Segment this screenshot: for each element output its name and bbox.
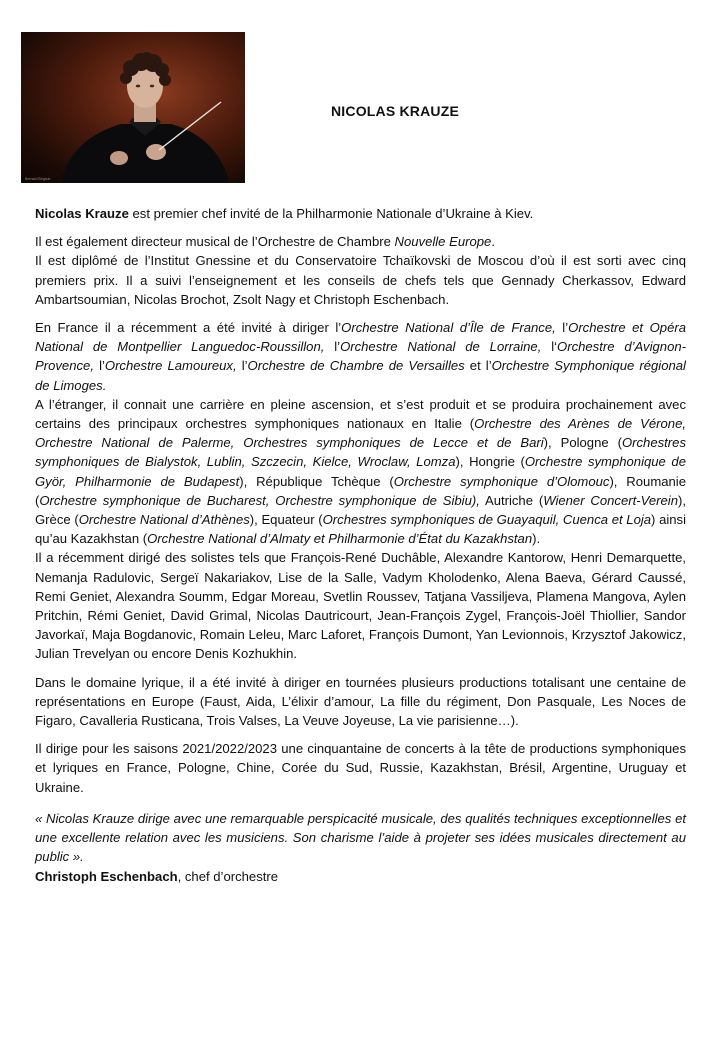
conductor-portrait xyxy=(21,32,245,183)
signature-role: , chef d’orchestre xyxy=(177,868,279,884)
conductor-name: Nicolas Krauze xyxy=(35,206,129,221)
signature-name: Christoph Eschenbach xyxy=(35,868,178,884)
bio-paragraph-2b: Il est diplômé de l’Institut Gnessine et du Conservatoire Tchaïkovski de Moscou d’où il est sorti avec cinq premiers prix. Il a suivi l’enseignement et les conseils de chefs tels que Gennady Cherkassov, Edward Ambartsoumian, Nicolas Brochot, Zsolt Nagy et Christoph Eschenbach. xyxy=(35,253,686,307)
portrait-illustration xyxy=(21,32,245,183)
press-quote: « Nicolas Krauze dirige avec une remarquable perspicacité musicale, des qualités techniques exceptionnelles et une excellente relation avec les musiciens. Son charisme l’aide à projeter ses idées musicales directement au public ». xyxy=(35,810,686,865)
bio-paragraph-7: Il dirige pour les saisons 2021/2022/2023 une cinquantaine de concerts à la tête de productions symphoniques et lyriques en France, Pologne, Chine, Corée du Sud, Russie, Kazakhstan, Brésil, Argentine, Uruguay et Ukraine. xyxy=(35,741,686,795)
bio-paragraph-6: Dans le domaine lyrique, il a été invité à diriger en tournées plusieurs productions totalisant une centaine de représentations en Europe (Faust, Aida, L’élixir d’amour, La fille du régiment, Don Pasquale, Les Noces de Figaro, Cavalleria Rusticana, Trois Valses, La Veuve Joyeuse, La vie parisienne…). xyxy=(35,674,686,729)
bio-paragraph-3: En France il a récemment a été invité à diriger l’Orchestre National d’Île de France, l’Orchestre et Opéra National de Montpellier Languedoc-Roussillon, l’Orchestre National de Lorraine, l‘Orchestre d’Avignon-Provence, l’Orchestre Lamoureux, l’Orchestre de Chambre de Versailles et l’Orchestre Symphonique régional de Limoges. xyxy=(35,320,686,393)
page-title: NICOLAS KRAUZE xyxy=(330,103,460,119)
quote-signature xyxy=(35,867,686,886)
bio-paragraph-5: Il a récemment dirigé des solistes tels que François-René Duchâble, Alexandre Kantorow, Henri Demarquette, Nemanja Radulovic, Sergeï Nakariakov, Lise de la Salle, Vadym Kholodenko, Alena Baeva, Gérard Caussé, Remi Geniet, Alexandra Soumm, Edgar Moreau, Svetlin Roussev, Tatjana Vassiljeva, Plamena Mangova, Aylen Pritchin, Rémi Geniet, David Grimal, Nicolas Dautricourt, Jean-François Zygel, François-Joël Thiollier, Sandor Javorkaï, Maja Bogdanovic, Romain Leleu, Marc Laforet, François Dumont, Yan Levionnois, Krzysztof Jakowicz, Julian Trevelyan ou encore Denis Kozhukhin. xyxy=(35,550,686,662)
photo-credit: Bernard Begauh xyxy=(25,177,51,181)
bio-paragraph-2: Il est également directeur musical de l’Orchestre de Chambre Nouvelle Europe. xyxy=(35,234,495,250)
bio-paragraph-4: A l’étranger, il connait une carrière en pleine ascension, et s’est produit et se produira prochainement avec certains des principaux orchestres symphoniques nationaux en Italie (Orchestre des Arènes de Vérone, Orchestre National de Palerme, Orchestres symphoniques de Lecce et de Bari), Pologne (Orchestres symphoniques de Bialystok, Lublin, Szczecin, Kielce, Wroclaw, Lomza), Hongrie (Orchestre symphonique de Györ, Philharmonie de Budapest), République Tchèque (Orchestre symphonique d’Olomouc), Roumanie (Orchestre symphonique de Bucharest, Orchestre symphonique de Sibiu), Autriche (Wiener Concert-Verein), Grèce (Orchestre National d’Athènes), Equateur (Orchestres symphoniques de Guayaquil, Cuenca et Loja) ainsi qu’au Kazakhstan (Orchestre National d’Almaty et Philharmonie d’État du Kazakhstan). xyxy=(35,396,687,547)
biography xyxy=(35,204,686,886)
bio-paragraph-1: Nicolas Krauze est premier chef invité de la Philharmonie Nationale d’Ukraine à Kiev. xyxy=(35,206,534,221)
